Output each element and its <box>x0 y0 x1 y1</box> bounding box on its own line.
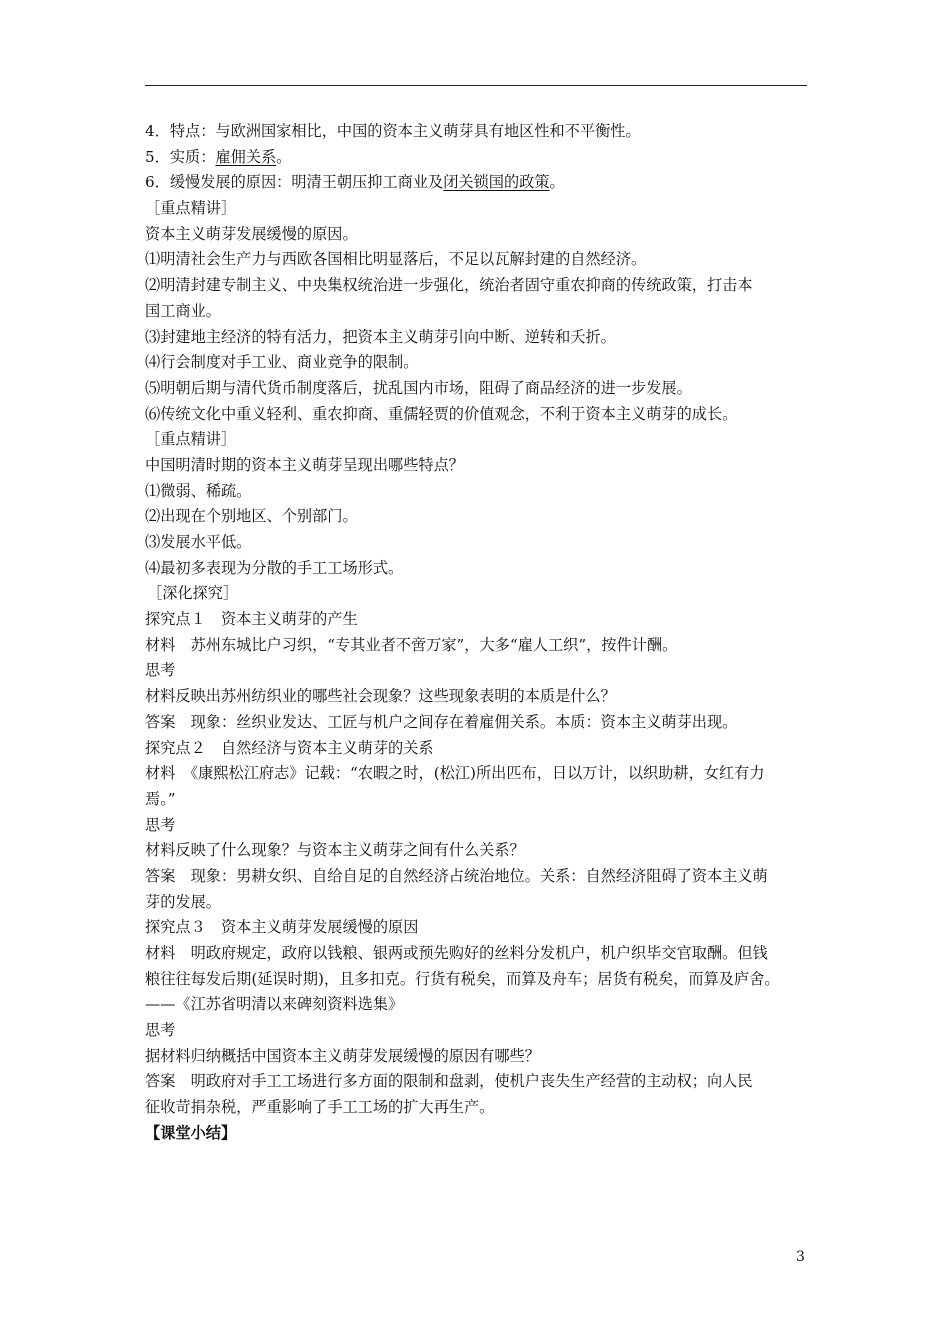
text-line <box>145 710 809 736</box>
line-text: ［深化探究］ <box>147 584 239 603</box>
line-text: ——《江苏省明清以来碑刻资料选集》 <box>145 995 404 1014</box>
line-text: 探究点１ 资本主义萌芽的产生 <box>145 610 358 629</box>
text-line <box>145 350 809 376</box>
line-text: 4．特点：与欧洲国家相比，中国的资本主义萌芽具有地区性和不平衡性。 <box>145 122 641 140</box>
page-number: 3 <box>796 1249 805 1265</box>
text-line <box>145 530 809 556</box>
line-text: ⑴微弱、稀疏。 <box>145 481 252 500</box>
line-text: 焉。” <box>145 789 176 808</box>
line-text: ⑷行会制度对手工业、商业竞争的限制。 <box>145 353 419 372</box>
header-rule <box>145 85 807 86</box>
text-line <box>145 427 809 453</box>
text-line <box>145 222 809 248</box>
line-text: 思考 <box>145 815 176 834</box>
text-line <box>145 1018 809 1044</box>
line-text: ⑶发展水平低。 <box>145 533 252 551</box>
line-text: 5．实质： <box>145 147 216 166</box>
line-text: 材料反映出苏州纺织业的哪些社会现象？这些现象表明的本质是什么？ <box>145 687 616 706</box>
text-line <box>145 504 809 530</box>
line-text: ［重点精讲］ <box>145 199 237 218</box>
text-line <box>145 273 809 299</box>
text-line <box>145 607 809 633</box>
text-line <box>145 1069 809 1095</box>
line-text: 6．缓慢发展的原因：明清王朝压抑工商业及 <box>145 173 444 192</box>
underlined-answer: 闭关锁国的政策 <box>443 173 550 192</box>
line-text: 据材料归纳概括中国资本主义萌芽发展缓慢的原因有哪些？ <box>145 1046 540 1065</box>
underlined-answer: 雇佣关系 <box>215 147 277 166</box>
text-line <box>145 299 809 325</box>
line-text: 答案 现象：男耕女织、自给自足的自然经济占统治地位。关系：自然经济阻碍了资本主义萌 <box>145 866 768 885</box>
line-text: 答案 现象：丝织业发达、工匠与机户之间存在着雇佣关系。本质：资本主义萌芽出现。 <box>145 712 738 731</box>
line-text: 探究点３ 资本主义萌芽发展缓慢的原因 <box>145 918 419 937</box>
line-text: 材料 明政府规定，政府以钱粮、银两或预先购好的丝料分发机户，机户织毕交官取酬。但钱 <box>145 944 768 962</box>
text-line <box>145 376 809 402</box>
line-text: ⑴明清社会生产力与西欧各国相比明显落后，不足以瓦解封建的自然经济。 <box>145 250 647 269</box>
text-line <box>145 325 809 351</box>
line-text: 。 <box>276 147 292 166</box>
text-line <box>145 453 809 479</box>
text-line <box>145 145 809 171</box>
line-text: 材料 苏州东城比户习织，“专其业者不啻万家”，大多“雇人工织”，按件计酬。 <box>145 635 678 654</box>
text-line <box>145 992 809 1018</box>
text-line <box>145 1095 809 1121</box>
line-text: 国工商业。 <box>145 301 221 320</box>
line-text: 芽的发展。 <box>145 892 221 911</box>
text-line <box>145 402 809 428</box>
text-line <box>145 967 809 993</box>
line-text: ⑶封建地主经济的特有活力，把资本主义萌芽引向中断、逆转和夭折。 <box>145 327 616 346</box>
line-text: ［重点精讲］ <box>145 430 237 449</box>
text-line <box>145 196 809 222</box>
text-line <box>145 813 809 839</box>
text-line <box>145 170 809 196</box>
text-line <box>145 761 809 787</box>
document-body <box>145 119 809 1147</box>
text-line <box>145 119 809 145</box>
text-line <box>145 479 809 505</box>
line-text: ⑵出现在个别地区、个别部门。 <box>145 507 358 526</box>
text-line <box>145 633 809 659</box>
text-line <box>145 556 809 582</box>
text-line <box>145 941 809 967</box>
line-text: ⑹传统文化中重义轻利、重农抑商、重儒轻贾的价值观念，不利于资本主义萌芽的成长。 <box>145 404 738 423</box>
line-text: 中国明清时期的资本主义萌芽呈现出哪些特点？ <box>145 455 464 474</box>
line-text: 答案 明政府对手工工场进行多方面的限制和盘剥，使机户丧失生产经营的主动权；向人民 <box>145 1072 753 1091</box>
line-text: 思考 <box>145 1021 176 1040</box>
line-text: 征收苛捐杂税，严重影响了手工工场的扩大再生产。 <box>145 1098 495 1117</box>
line-text: ⑷最初多表现为分散的手工工场形式。 <box>145 558 404 577</box>
line-text: 材料反映了什么现象？与资本主义萌芽之间有什么关系？ <box>145 841 525 860</box>
line-text: ⑸明朝后期与清代货币制度落后，扰乱国内市场，阻碍了商品经济的进一步发展。 <box>145 378 692 397</box>
line-text: 材料 《康熙松江府志》记载：“农暇之时，(松江)所出匹布，日以万计，以织助耕，女红有力 <box>145 764 765 783</box>
text-line <box>145 890 809 916</box>
line-text: 。 <box>549 173 565 192</box>
text-line <box>145 787 809 813</box>
text-line <box>145 658 809 684</box>
line-text: 【课堂小结】 <box>145 1123 237 1142</box>
text-line <box>145 915 809 941</box>
text-line <box>145 247 809 273</box>
text-line <box>145 581 809 607</box>
line-text: 思考 <box>145 661 176 680</box>
text-line <box>145 1121 809 1147</box>
text-line <box>145 864 809 890</box>
text-line <box>145 838 809 864</box>
line-text: 粮往往每发后期(延误时期)，且多扣克。行货有税矣，而算及舟车；居货有税矣，而算及庐舍。 <box>145 969 780 988</box>
line-text: ⑵明清封建专制主义、中央集权统治进一步强化，统治者固守重农抑商的传统政策，打击本 <box>145 276 753 295</box>
line-text: 探究点２ 自然经济与资本主义萌芽的关系 <box>145 738 434 757</box>
text-line <box>145 1044 809 1070</box>
line-text: 资本主义萌芽发展缓慢的原因。 <box>145 224 358 243</box>
text-line <box>145 736 809 762</box>
text-line <box>145 684 809 710</box>
